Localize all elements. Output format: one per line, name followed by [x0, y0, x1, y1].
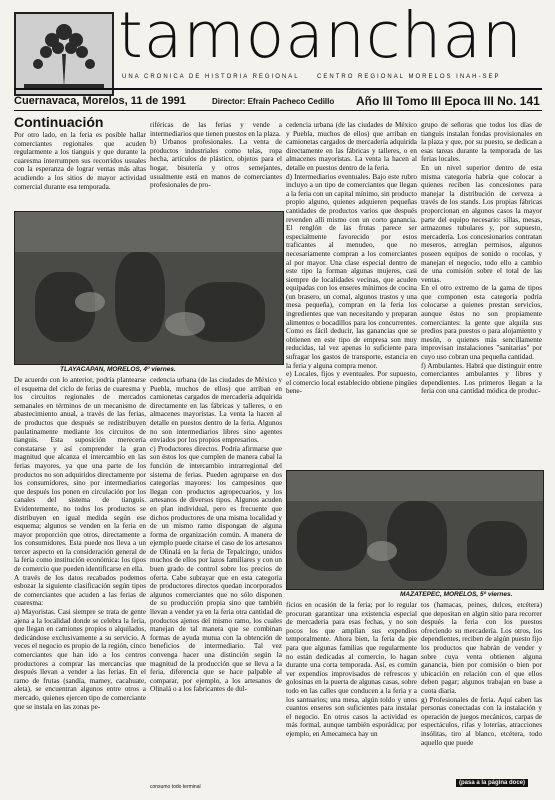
newspaper-subtitle	[122, 74, 501, 80]
dateline: Cuernavaca, Morelos, 11 de 1991	[14, 95, 186, 107]
photo-tlayacapan	[14, 211, 284, 365]
column-2-bottom: cedencia urbana (de las ciudades de México y Puebla, muchos de ellos) que arriban en camionetas cargados de mercadería adquirida directamente en las fábricas y talleres, o en almacenes mayoristas. La venta la hacen al detalle en puestos dentro de la feria. Algunos no son intermediarios libres sino agentes enviados por los propios empresarios. c) Productores directos. Podría afirmarse que son éstos los que cumplen de manera cabal la función de intercambio intrarregional del sistema de ferias. Pueden agruparse en dos categorías mayores: los campesinos que llegan con productos agropecuarios, y los artesanos de diversos tipos. Algunos acuden en plan individual, pero es frecuente que dichos productores de una misma localidad y de un mismo ramo dispongan de alguna forma de organización común. A manera de ejemplo puede citarse el caso de los artesanos de Olinalá en la feria de Tepalcingo, unidos muchos de ellos por lazos familiares y con un buen grado de control sobre los precios de oferta. Cabe subrayar que en esta categoría de productores directos quedan incorporados algunos comerciantes que no sólo disponen de su producción propia sino que también llevan a vender ya en la feria otra cantidad de productos ajenos del mismo ramo, los cuales manejan de tal manera que se combinan formas de ayuda mutua con la obtención de beneficios de intermediario. Tal vez convenga hacer una distinción según la magnitud de la producción que se lleva a la feria, diferencia que se hace palpable al comparar, por ejemplo, a los artesanos de Olinalá o a los fabricantes de dul-	[150, 376, 282, 694]
center-text: CENTRO REGIONAL MORELOS INAH-SEP	[317, 74, 501, 80]
continued-note: (pasa a la página doce)	[456, 779, 528, 787]
section-title: Continuación	[14, 114, 104, 130]
issue-number: Año III Tomo III Epoca III No. 141	[356, 94, 540, 108]
column-3-bottom: ficios en ocasión de la feria; por lo regular procuran garantizar una existencia especial de mercadería para esas fechas, y no son pocos los que amplían sus expendios temporalmente. Ahora bien, la feria da pie para que algunas familias que regularmente no están dedicadas al comercio, lo hagan durante una corta temporada. Así, es común ver expendios improvisados de refrescos y golosinas en la puerta de algunas casas, sobre todo en las calles que conducen a la feria y a los santuarios; una mesa, algún toldo y unos cuantos enseres son suficientes para instalar el negocio. En otros casos la actividad es más formal, aunque también esporádica; por ejemplo, en Amecameca hay un	[286, 601, 417, 738]
newspaper-title: tamoanchan	[118, 0, 523, 72]
column-2-top: riféricas de las ferias y vende a intermediarios que tienen puestos en la plaza. b) Urbanos profesionales. La venta de productos industriales como telas, ropa hecha, artículos de plástico, objetos para el hogar, bisutería y otros semejantes, usualmente está en manos de comerciantes profesionales de pro-	[150, 121, 282, 190]
photo-caption-2: MAZATEPEC, MORELOS, 5º viernes.	[400, 591, 513, 598]
column-1-bottom: De acuerdo con lo anterior, podría plantearse el esquema del ciclo de ferias de cuaresma y los circuitos regionales de mercados semanales en términos de un mecanismo de abastecimiento anual, a través de las ferias, de productos que después se redistribuyen paulatinamente mediante los circuitos de tianguis. Esta suposición merecería constatarse y así comprender la gran magnitud que alcanza el intercambio en las ferias mayores, ya que una parte de los productos no son adquiridos directamente por los consumidores, sino por intermediarios que después los ponen en circulación por los canales del sistema de tianguis. Evidentemente, no todos los productos se distribuyen en igual medida según ese esquema; algunos se venden en la feria en mayor proporción que otros, directamente a los consumidores. Esta puede nos lleva a un tercer aspecto en la consideración general de la feria como institución económica: los tipos de comercio que pueden identificarse en ella. A través de los datos recabados podemos esbozar la siguiente clasificación según tipos de comerciantes que acuden a las ferias de cuaresma: a) Mayoristas. Casi siempre se trata de gente ajena a la localidad donde se celebra la feria, que llegan en camiones propios o alquilados, dedicándose exclusivamente a su servicio. A veces el negocio es propio de la región, cinco comerciantes que han ido a los centros productores a comprar las mercancías que después llevan a vender a las ferias. En el ramo de frutas (sandía, mamey, cacahuate, aleta), se encuentran algunos entre otros a mercado, quienes ejercen tipo de comerciante que se instala en las zonas pe-	[14, 376, 146, 711]
subtitle-text: UNA CRONICA DE HISTORIA REGIONAL	[122, 74, 300, 80]
column-4-top: grupo de señoras que todos los días de tianguis instalan fondas provisionales en la plaza y que, por su puesto, se dedican a esas tareas durante la temporada de las ferias locales. En un nivel superior dentro de esta misma categoría habría que colocar a quienes reciben las concesiones para manejar la distribución de cerveza a través de los stands. Los propias fábricas proporcionan en algunos casos la mayor parte del equipo necesario: sillas, mesas, armazones tubulares y, por supuesto, mercadería. Los concesionarios contratan meseros, arreglan permisos, algunos poseen equipos de sonido o rocolas, y manejan el negocio, todo ello a cambio de una comisión sobre el total de las ventas. En el otro extremo de la gama de tipos que componen esta categoría podría colocarse a quienes prestan servicios, aunque éstos no son propiamente comerciantes: la gente que alquila sus predios para puestos o para alojamiento y mesón, o quienes más sencillamente improvisan instalaciones "sanitarias" por cuyo uso cobran una pequeña cantidad. f) Ambulantes. Habrá que distinguir entre comerciantes ambulantes y libres y dependientes. Los primeros llegan a la feria con una cantidad módica de produc-	[421, 121, 542, 396]
photo-caption-1: TLAYACAPAN, MORELOS, 4º viernes.	[60, 366, 176, 373]
photo-mazatepec	[286, 470, 544, 590]
column-1-top: Por otro lado, en la feria es posible hallar comerciantes regionales que acuden regularmente a los tianguis y que durante la cuaresma interrumpen sus recorridos usuales con la esperanza de lograr ventas más altas acudiendo a los sitios de mayor actividad comercial durante esa temporada.	[14, 131, 146, 191]
footer-left-text: consumo todo terminal	[150, 784, 201, 790]
header-rule	[14, 110, 542, 111]
pyramid-logo-icon	[14, 12, 114, 96]
column-4-bottom: tos (hamacas, peines, dulces, etcétera) que depositan en algún sitio para recorrer después la feria con los puestos ofreciendo su mercadería. Los otros, los dependientes, reciben de algún puesto fijo los productos que habrán de vender y sobre cuya venta obtienen alguna ganancia, bien por comisión o bien por ubicación en relación con el que ellos deben pagar; algunos trabajan en base a cuota diaria. g) Profesionales de feria. Aquí caben las personas conectadas con la instalación y operación de juegos mecánicos, carpas de espectáculos, rifas y loterías, atracciones insólitas, tiro al blanco, etcétera, todo aquello que puede	[421, 601, 542, 747]
director-line: Director: Efraín Pacheco Cedillo	[212, 97, 335, 106]
column-3-top: cedencia urbana (de las ciudades de México y Puebla, muchos de ellos) que arriban en camionetas cargados de mercadería adquirida directamente en las fábricas y talleres, o en almacenes mayoristas. La venta la hacen al detalle en puestos dentro de la feria. d) Intermediarios eventuales. Bajo este rubro incluyo a un tipo de comerciantes que llegan a la feria con un capital mínimo, sin producto propio alguno, quienes adquieren pequeñas cantidades de productos varios que después revenden allí mismo con un corto ganancia. El renglón de las frutas parece ser especialmente favorecido por estos traficantes al menudeo, que no necesariamente compran a los comerciantes al por mayor. Una clase especial dentro de este tipo la forman algunas mujeres, casi siempre de localidades vecinas, que acuden equipadas con los enseres mínimos de cocina (un brasero, un comal, algunos trastos y una mesa pequeña), compran en la feria los ingredientes que van necesitando y preparan alimentos o bocadillos para los concurrentes. Como es fácil deducir, las ganancias que se obtienen en este tipo de empresa son muy reducidas, tal vez apenas lo suficiente para sufragar los gastos de transporte, estancia en la feria y alguna compra menor. e) Locales, fijos y eventuales. Por supuesto, el comercio local establecido obtiene pingües bene-	[286, 121, 417, 396]
masthead-rule	[14, 88, 542, 90]
